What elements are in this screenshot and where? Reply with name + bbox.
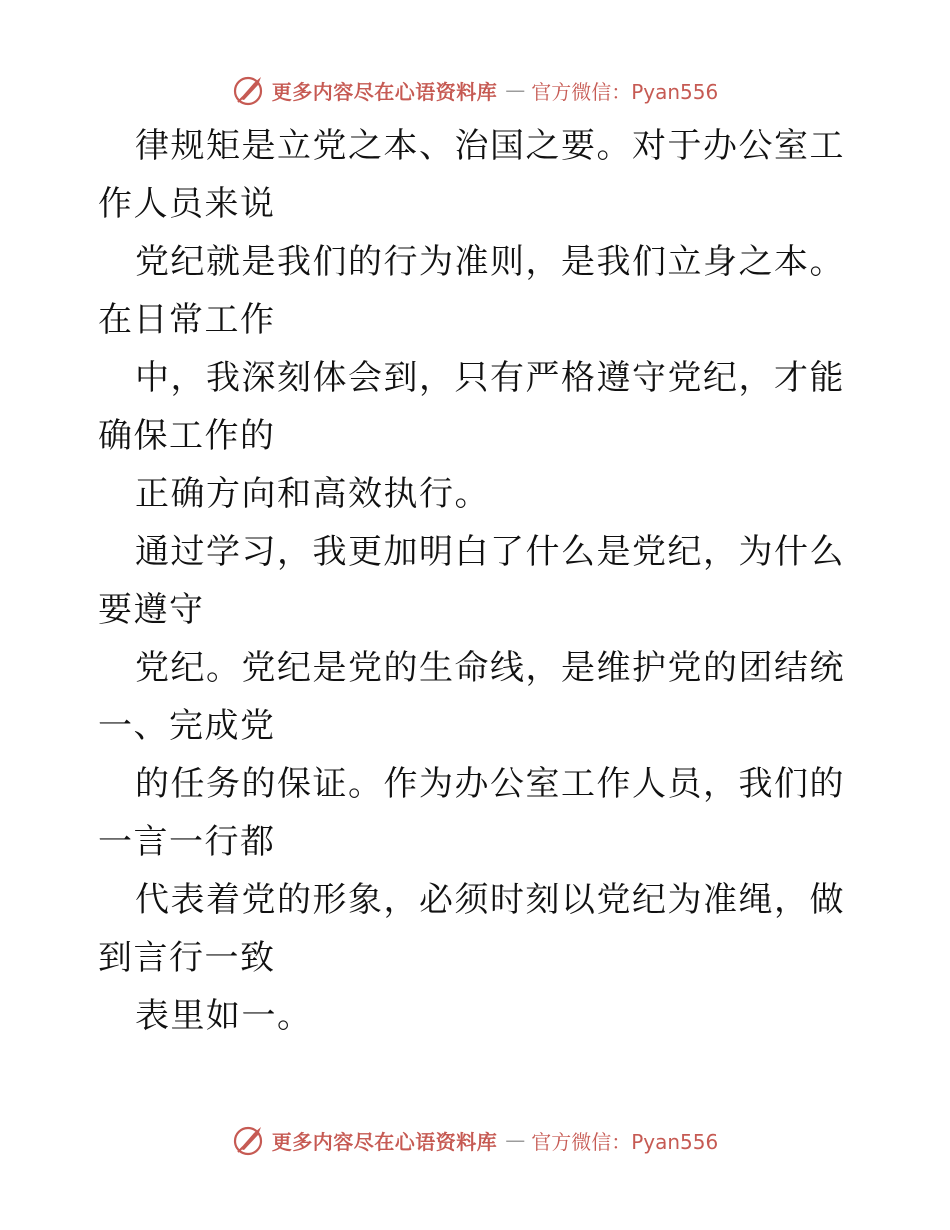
banner-wechat: 官方微信：Pyan556 <box>531 1129 719 1154</box>
header-banner <box>0 70 950 110</box>
body-line: 党纪。党纪是党的生命线，是维护党的团结统一、完成党 <box>98 648 845 746</box>
body-line: 通过学习，我更加明白了什么是党纪，为什么要遵守 <box>98 532 845 630</box>
body-line: 的任务的保证。作为办公室工作人员，我们的一言一行都 <box>98 764 845 862</box>
document-body <box>98 117 858 1045</box>
banner-separator: — <box>505 1128 526 1152</box>
body-line: 正确方向和高效执行。 <box>135 474 490 514</box>
quill-logo-icon <box>232 73 266 107</box>
body-line: 律规矩是立党之本、治国之要。对于办公室工作人员来说 <box>98 126 845 224</box>
body-line: 党纪就是我们的行为准则，是我们立身之本。在日常工作 <box>98 242 845 340</box>
body-line: 中，我深刻体会到，只有严格遵守党纪，才能确保工作的 <box>98 358 845 456</box>
banner-separator: — <box>505 78 526 102</box>
footer-banner <box>0 1120 950 1160</box>
banner-wechat: 官方微信：Pyan556 <box>531 79 719 104</box>
banner-slogan: 更多内容尽在心语资料库 <box>271 79 498 104</box>
banner-slogan: 更多内容尽在心语资料库 <box>271 1129 498 1154</box>
body-line: 表里如一。 <box>135 996 313 1036</box>
body-line: 代表着党的形象，必须时刻以党纪为准绳，做到言行一致 <box>98 880 845 978</box>
quill-logo-icon <box>232 1123 266 1157</box>
